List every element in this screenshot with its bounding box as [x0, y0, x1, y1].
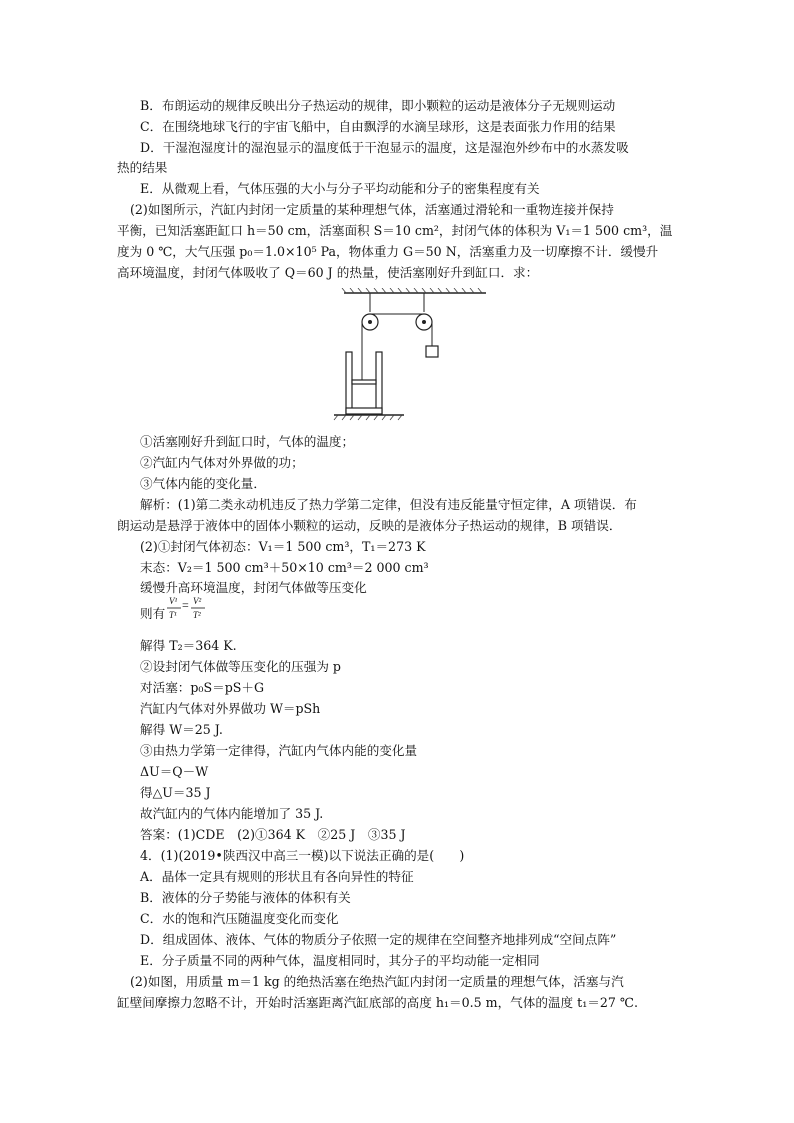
text-line: ②设封闭气体做等压变化的压强为 p [140, 659, 341, 674]
text-line: 答案：(1)CDE (2)①364 K ②25 J ③35 J [140, 827, 406, 842]
text-line: E．分子质量不同的两种气体，温度相同时，其分子的平均动能一定相同 [140, 953, 540, 968]
text-line: C．水的饱和汽压随温度变化而变化 [140, 911, 339, 926]
text-line: ΔU＝Q－W [140, 764, 209, 779]
text-line: 解析：(1)第二类永动机违反了热力学第二定律，但没有违反能量守恒定律，A 项错误．布 [140, 497, 637, 512]
text-line: 末态：V₂＝1 500 cm³＋50×10 cm³＝2 000 cm³ [140, 560, 429, 575]
text-line: ③气体内能的变化量． [140, 476, 266, 491]
text-line: D．组成固体、液体、气体的物质分子依照一定的规律在空间整齐地排列成“空间点阵” [140, 932, 617, 947]
text-line: 故汽缸内的气体内能增加了 35 J. [140, 806, 324, 821]
text-line: 则有 [140, 606, 166, 621]
cylinder-pulley-figure [330, 288, 490, 424]
text-line: ③由热力学第一定律得，汽缸内气体内能的变化量 [140, 743, 418, 758]
text-line: B．液体的分子势能与液体的体积有关 [140, 890, 351, 905]
text-line: E．从微观上看，气体压强的大小与分子平均动能和分子的密集程度有关 [140, 181, 540, 196]
text-line: 朗运动是悬浮于液体中的固体小颗粒的运动，反映的是液体分子热运动的规律，B 项错误． [117, 518, 622, 533]
fraction-bars [142, 596, 212, 630]
text-line: 高环境温度，封闭气体吸收了 Q＝60 J 的热量，使活塞刚好升到缸口．求： [117, 265, 539, 280]
text-line: 缸壁间摩擦力忽略不计，开始时活塞距离汽缸底部的高度 h₁＝0.5 m，气体的温度 t₁＝27 ℃. [117, 995, 638, 1010]
text-line: (2)如图所示，汽缸内封闭一定质量的某种理想气体，活塞通过滑轮和一重物连接并保持 [130, 202, 614, 217]
text-line: 4．(1)(2019•陕西汉中高三一模)以下说法正确的是( ) [140, 848, 465, 863]
text-line: ②汽缸内气体对外界做的功； [140, 455, 304, 470]
text-line: ①活塞刚好升到缸口时，气体的温度； [140, 434, 355, 449]
text-line: 缓慢升高环境温度，封闭气体做等压变化 [140, 580, 367, 595]
fraction-denominator-left: T¹ [169, 610, 177, 620]
fraction-numerator-right: V² [193, 596, 202, 606]
fraction-numerator-left: V¹ [169, 596, 178, 606]
text-line: 热的结果 [117, 160, 168, 175]
text-line: C．在围绕地球飞行的宇宙飞船中，自由飘浮的水滴呈球形，这是表面张力作用的结果 [140, 119, 616, 134]
text-line: 度为 0 ℃，大气压强 p₀＝1.0×10⁵ Pa，物体重力 G＝50 N，活塞重力及一切摩擦不计．缓慢升 [117, 244, 659, 259]
text-line: A．晶体一定具有规则的形状且有各向异性的特征 [140, 869, 414, 884]
volume-temperature-fraction [142, 596, 212, 630]
fraction-denominator-right: T² [193, 610, 201, 620]
text-line: 解得 W＝25 J. [140, 722, 223, 737]
text-line: 对活塞：p₀S＝pS＋G [140, 680, 265, 695]
text-line: B．布朗运动的规律反映出分子热运动的规律，即小颗粒的运动是液体分子无规则运动 [140, 98, 616, 113]
text-line: 平衡，已知活塞距缸口 h＝50 cm，活塞面积 S＝10 cm²，封闭气体的体积为 V₁＝1 500 cm³，温 [117, 223, 673, 238]
fraction-equals: = [182, 598, 189, 612]
text-line: D．干湿泡湿度计的湿泡显示的温度低于干泡显示的温度，这是湿泡外纱布中的水蒸发吸 [140, 140, 629, 155]
text-line: (2)①封闭气体初态：V₁＝1 500 cm³，T₁＝273 K [140, 539, 426, 554]
pulley-diagram [330, 288, 490, 424]
text-line: 得△U＝35 J [140, 785, 211, 800]
text-line: (2)如图，用质量 m＝1 kg 的绝热活塞在绝热汽缸内封闭一定质量的理想气体，活塞与汽 [130, 974, 624, 989]
text-line: 解得 T₂＝364 K. [140, 638, 237, 653]
text-line: 汽缸内气体对外界做功 W＝pSh [140, 701, 321, 716]
